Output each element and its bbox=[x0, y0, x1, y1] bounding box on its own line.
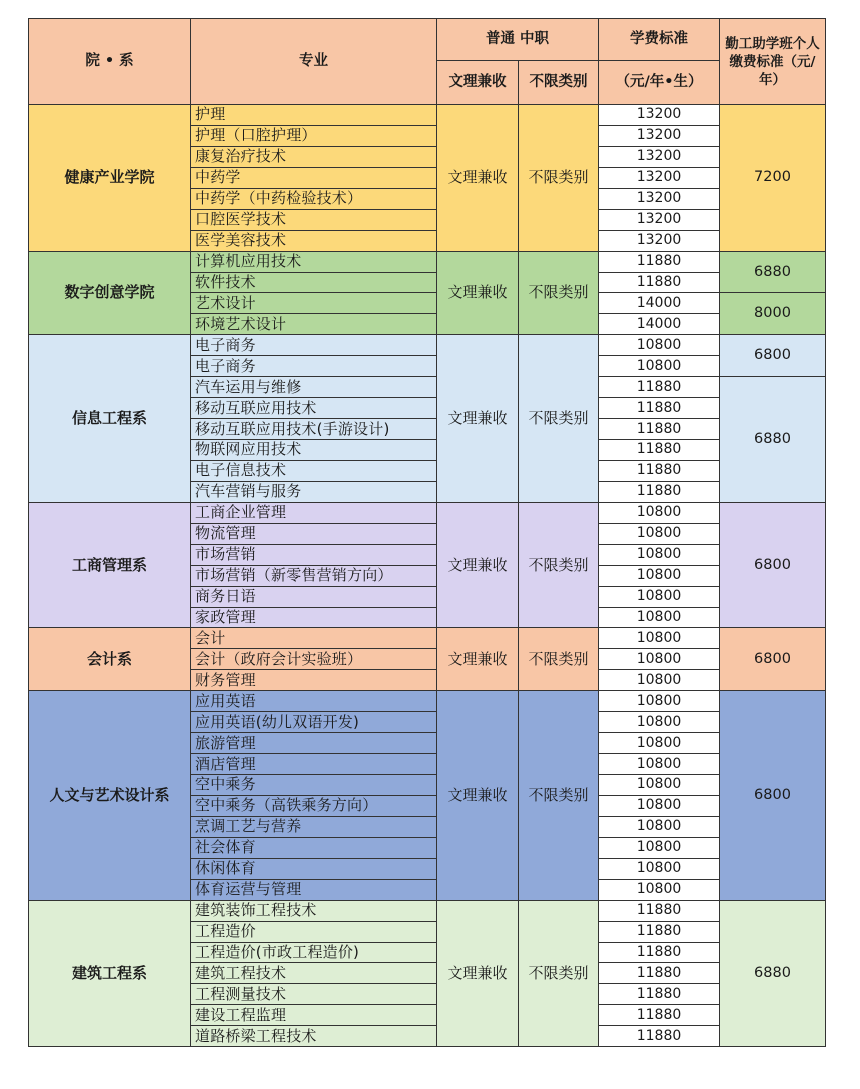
major-name: 工程测量技术 bbox=[191, 984, 437, 1005]
category-cell: 不限类别 bbox=[519, 335, 599, 503]
header-work-study: 勤工助学班个人缴费标准（元/年） bbox=[720, 19, 826, 105]
work-study-fee: 6880 bbox=[720, 251, 826, 293]
tuition-fee: 10800 bbox=[599, 733, 720, 754]
tuition-fee: 10800 bbox=[599, 670, 720, 691]
header-tuition-unit: （元/年•生） bbox=[599, 61, 720, 105]
tuition-fee: 10800 bbox=[599, 335, 720, 356]
major-name: 体育运营与管理 bbox=[191, 879, 437, 900]
tuition-fee: 10800 bbox=[599, 858, 720, 879]
dept-name: 工商管理系 bbox=[29, 502, 191, 628]
major-name: 电子商务 bbox=[191, 335, 437, 356]
tuition-fee: 10800 bbox=[599, 565, 720, 586]
tuition-fee: 10800 bbox=[599, 628, 720, 649]
major-name: 家政管理 bbox=[191, 607, 437, 628]
major-name: 电子信息技术 bbox=[191, 460, 437, 481]
major-name: 中药学 bbox=[191, 167, 437, 188]
major-name: 市场营销（新零售营销方向） bbox=[191, 565, 437, 586]
major-name: 移动互联应用技术(手游设计) bbox=[191, 419, 437, 440]
major-name: 计算机应用技术 bbox=[191, 251, 437, 272]
major-name: 会计 bbox=[191, 628, 437, 649]
tuition-fee: 10800 bbox=[599, 837, 720, 858]
dept-name: 人文与艺术设计系 bbox=[29, 691, 191, 900]
science-arts-cell: 文理兼收 bbox=[437, 502, 519, 628]
tuition-fee: 10800 bbox=[599, 356, 720, 377]
major-name: 移动互联应用技术 bbox=[191, 398, 437, 419]
tuition-fee: 10800 bbox=[599, 712, 720, 733]
tuition-fee: 13200 bbox=[599, 209, 720, 230]
dept-name: 健康产业学院 bbox=[29, 105, 191, 252]
tuition-table bbox=[28, 18, 826, 1047]
tuition-fee: 10800 bbox=[599, 586, 720, 607]
major-name: 艺术设计 bbox=[191, 293, 437, 314]
tuition-fee: 11880 bbox=[599, 984, 720, 1005]
major-name: 商务日语 bbox=[191, 586, 437, 607]
tuition-fee: 11880 bbox=[599, 460, 720, 481]
work-study-fee: 8000 bbox=[720, 293, 826, 335]
tuition-fee: 10800 bbox=[599, 502, 720, 523]
work-study-fee: 6800 bbox=[720, 691, 826, 900]
tuition-fee: 14000 bbox=[599, 293, 720, 314]
major-name: 旅游管理 bbox=[191, 733, 437, 754]
header-tuition: 学费标准 bbox=[599, 19, 720, 61]
tuition-fee: 13200 bbox=[599, 167, 720, 188]
tuition-fee: 10800 bbox=[599, 523, 720, 544]
major-name: 物流管理 bbox=[191, 523, 437, 544]
major-name: 建筑装饰工程技术 bbox=[191, 900, 437, 921]
science-arts-cell: 文理兼收 bbox=[437, 691, 519, 900]
header-category: 不限类别 bbox=[519, 61, 599, 105]
science-arts-cell: 文理兼收 bbox=[437, 628, 519, 691]
tuition-fee: 11880 bbox=[599, 481, 720, 502]
tuition-fee: 10800 bbox=[599, 775, 720, 796]
header-science-arts: 文理兼收 bbox=[437, 61, 519, 105]
major-name: 空中乘务（高铁乘务方向） bbox=[191, 795, 437, 816]
tuition-fee: 10800 bbox=[599, 649, 720, 670]
tuition-fee: 10800 bbox=[599, 754, 720, 775]
tuition-fee: 13200 bbox=[599, 146, 720, 167]
category-cell: 不限类别 bbox=[519, 628, 599, 691]
tuition-fee: 11880 bbox=[599, 1005, 720, 1026]
header-enroll: 普通 中职 bbox=[437, 19, 599, 61]
major-name: 应用英语(幼儿双语开发) bbox=[191, 712, 437, 733]
dept-name: 建筑工程系 bbox=[29, 900, 191, 1047]
tuition-fee: 11880 bbox=[599, 921, 720, 942]
table-row bbox=[29, 628, 826, 649]
tuition-fee: 13200 bbox=[599, 230, 720, 251]
science-arts-cell: 文理兼收 bbox=[437, 251, 519, 335]
major-name: 社会体育 bbox=[191, 837, 437, 858]
major-name: 建筑工程技术 bbox=[191, 963, 437, 984]
major-name: 空中乘务 bbox=[191, 775, 437, 796]
header-major: 专业 bbox=[191, 19, 437, 105]
category-cell: 不限类别 bbox=[519, 691, 599, 900]
major-name: 中药学（中药检验技术） bbox=[191, 188, 437, 209]
major-name: 护理 bbox=[191, 105, 437, 126]
major-name: 工程造价(市政工程造价) bbox=[191, 942, 437, 963]
science-arts-cell: 文理兼收 bbox=[437, 105, 519, 252]
category-cell: 不限类别 bbox=[519, 900, 599, 1047]
major-name: 酒店管理 bbox=[191, 754, 437, 775]
tuition-fee: 13200 bbox=[599, 188, 720, 209]
major-name: 市场营销 bbox=[191, 544, 437, 565]
table-row bbox=[29, 502, 826, 523]
tuition-fee: 13200 bbox=[599, 105, 720, 126]
major-name: 休闲体育 bbox=[191, 858, 437, 879]
major-name: 医学美容技术 bbox=[191, 230, 437, 251]
table-row bbox=[29, 691, 826, 712]
table-row bbox=[29, 900, 826, 921]
dept-name: 会计系 bbox=[29, 628, 191, 691]
tuition-fee: 10800 bbox=[599, 795, 720, 816]
major-name: 物联网应用技术 bbox=[191, 440, 437, 461]
tuition-fee: 11880 bbox=[599, 398, 720, 419]
tuition-fee: 11880 bbox=[599, 900, 720, 921]
major-name: 汽车营销与服务 bbox=[191, 481, 437, 502]
major-name: 口腔医学技术 bbox=[191, 209, 437, 230]
major-name: 汽车运用与维修 bbox=[191, 377, 437, 398]
major-name: 财务管理 bbox=[191, 670, 437, 691]
tuition-fee: 10800 bbox=[599, 544, 720, 565]
table-row bbox=[29, 335, 826, 356]
work-study-fee: 6880 bbox=[720, 377, 826, 503]
dept-name: 信息工程系 bbox=[29, 335, 191, 503]
tuition-fee: 10800 bbox=[599, 816, 720, 837]
tuition-fee: 14000 bbox=[599, 314, 720, 335]
major-name: 工程造价 bbox=[191, 921, 437, 942]
category-cell: 不限类别 bbox=[519, 502, 599, 628]
category-cell: 不限类别 bbox=[519, 105, 599, 252]
table-row bbox=[29, 105, 826, 126]
major-name: 建设工程监理 bbox=[191, 1005, 437, 1026]
tuition-fee: 11880 bbox=[599, 1026, 720, 1047]
major-name: 烹调工艺与营养 bbox=[191, 816, 437, 837]
table-row bbox=[29, 251, 826, 272]
major-name: 道路桥梁工程技术 bbox=[191, 1026, 437, 1047]
major-name: 软件技术 bbox=[191, 272, 437, 293]
major-name: 应用英语 bbox=[191, 691, 437, 712]
major-name: 康复治疗技术 bbox=[191, 146, 437, 167]
tuition-fee: 11880 bbox=[599, 419, 720, 440]
tuition-fee: 10800 bbox=[599, 691, 720, 712]
work-study-fee: 6800 bbox=[720, 502, 826, 628]
category-cell: 不限类别 bbox=[519, 251, 599, 335]
tuition-fee: 11880 bbox=[599, 377, 720, 398]
major-name: 护理（口腔护理） bbox=[191, 125, 437, 146]
tuition-fee: 11880 bbox=[599, 942, 720, 963]
tuition-fee: 13200 bbox=[599, 125, 720, 146]
work-study-fee: 7200 bbox=[720, 105, 826, 252]
tuition-fee: 11880 bbox=[599, 440, 720, 461]
major-name: 工商企业管理 bbox=[191, 502, 437, 523]
tuition-fee: 10800 bbox=[599, 879, 720, 900]
work-study-fee: 6880 bbox=[720, 900, 826, 1047]
major-name: 电子商务 bbox=[191, 356, 437, 377]
header-dept: 院 • 系 bbox=[29, 19, 191, 105]
work-study-fee: 6800 bbox=[720, 628, 826, 691]
tuition-fee: 11880 bbox=[599, 272, 720, 293]
dept-name: 数字创意学院 bbox=[29, 251, 191, 335]
tuition-fee: 11880 bbox=[599, 251, 720, 272]
tuition-fee: 10800 bbox=[599, 607, 720, 628]
tuition-fee: 11880 bbox=[599, 963, 720, 984]
science-arts-cell: 文理兼收 bbox=[437, 900, 519, 1047]
science-arts-cell: 文理兼收 bbox=[437, 335, 519, 503]
major-name: 环境艺术设计 bbox=[191, 314, 437, 335]
work-study-fee: 6800 bbox=[720, 335, 826, 377]
major-name: 会计（政府会计实验班） bbox=[191, 649, 437, 670]
